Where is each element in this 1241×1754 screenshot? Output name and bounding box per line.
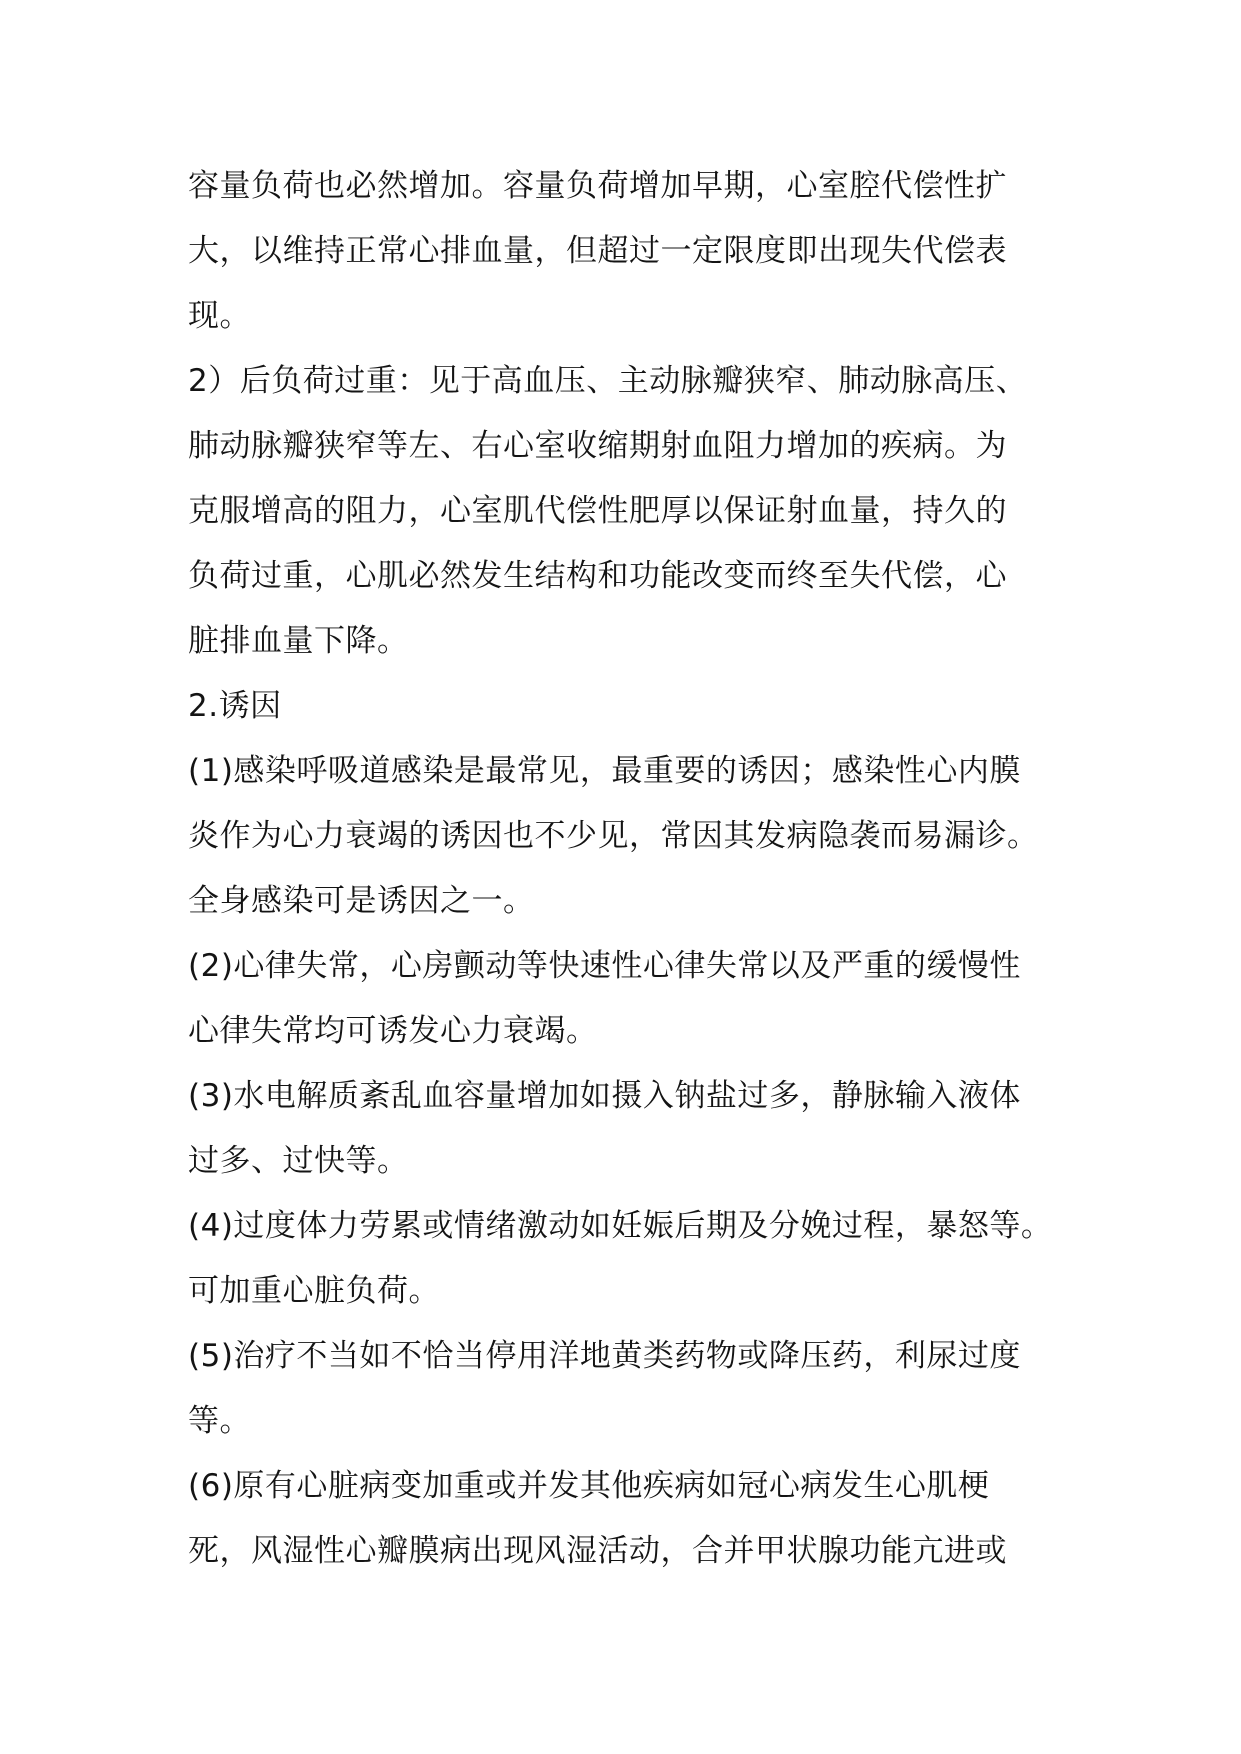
text-line: 炎作为心力衰竭的诱因也不少见，常因其发病隐袭而易漏诊。 bbox=[188, 818, 1039, 854]
text-line: 负荷过重，心肌必然发生结构和功能改变而终至失代偿，心 bbox=[188, 558, 1007, 594]
text-line: 肺动脉瓣狭窄等左、右心室收缩期射血阻力增加的疾病。为 bbox=[188, 428, 1007, 464]
text-line: (6)原有心脏病变加重或并发其他疾病如冠心病发生心肌梗 bbox=[188, 1468, 990, 1504]
text-line: 全身感染可是诱因之一。 bbox=[188, 883, 535, 919]
text-line: 2）后负荷过重：见于高血压、主动脉瓣狭窄、肺动脉高压、 bbox=[188, 363, 1028, 399]
text-line: 等。 bbox=[188, 1403, 251, 1439]
text-line: 可加重心脏负荷。 bbox=[188, 1273, 440, 1309]
text-line: 现。 bbox=[188, 298, 251, 334]
text-line: (1)感染呼吸道感染是最常见，最重要的诱因；感染性心内膜 bbox=[188, 753, 1021, 789]
text-line: (2)心律失常，心房颤动等快速性心律失常以及严重的缓慢性 bbox=[188, 948, 1021, 984]
text-line: 容量负荷也必然增加。容量负荷增加早期，心室腔代偿性扩 bbox=[188, 168, 1007, 204]
text-line: 大，以维持正常心排血量，但超过一定限度即出现失代偿表 bbox=[188, 233, 1007, 269]
text-line: (5)治疗不当如不恰当停用洋地黄类药物或降压药，利尿过度 bbox=[188, 1338, 1021, 1374]
section-heading: 2.诱因 bbox=[188, 688, 282, 724]
text-line: (3)水电解质紊乱血容量增加如摄入钠盐过多，静脉输入液体 bbox=[188, 1078, 1021, 1114]
text-line: 脏排血量下降。 bbox=[188, 623, 409, 659]
text-line: 过多、过快等。 bbox=[188, 1143, 409, 1179]
text-line: 心律失常均可诱发心力衰竭。 bbox=[188, 1013, 598, 1049]
body-text bbox=[188, 154, 1068, 1584]
text-line: 克服增高的阻力，心室肌代偿性肥厚以保证射血量，持久的 bbox=[188, 493, 1007, 529]
text-line: 死，风湿性心瓣膜病出现风湿活动，合并甲状腺功能亢进或 bbox=[188, 1533, 1007, 1569]
text-line: (4)过度体力劳累或情绪激动如妊娠后期及分娩过程，暴怒等。 bbox=[188, 1208, 1053, 1244]
